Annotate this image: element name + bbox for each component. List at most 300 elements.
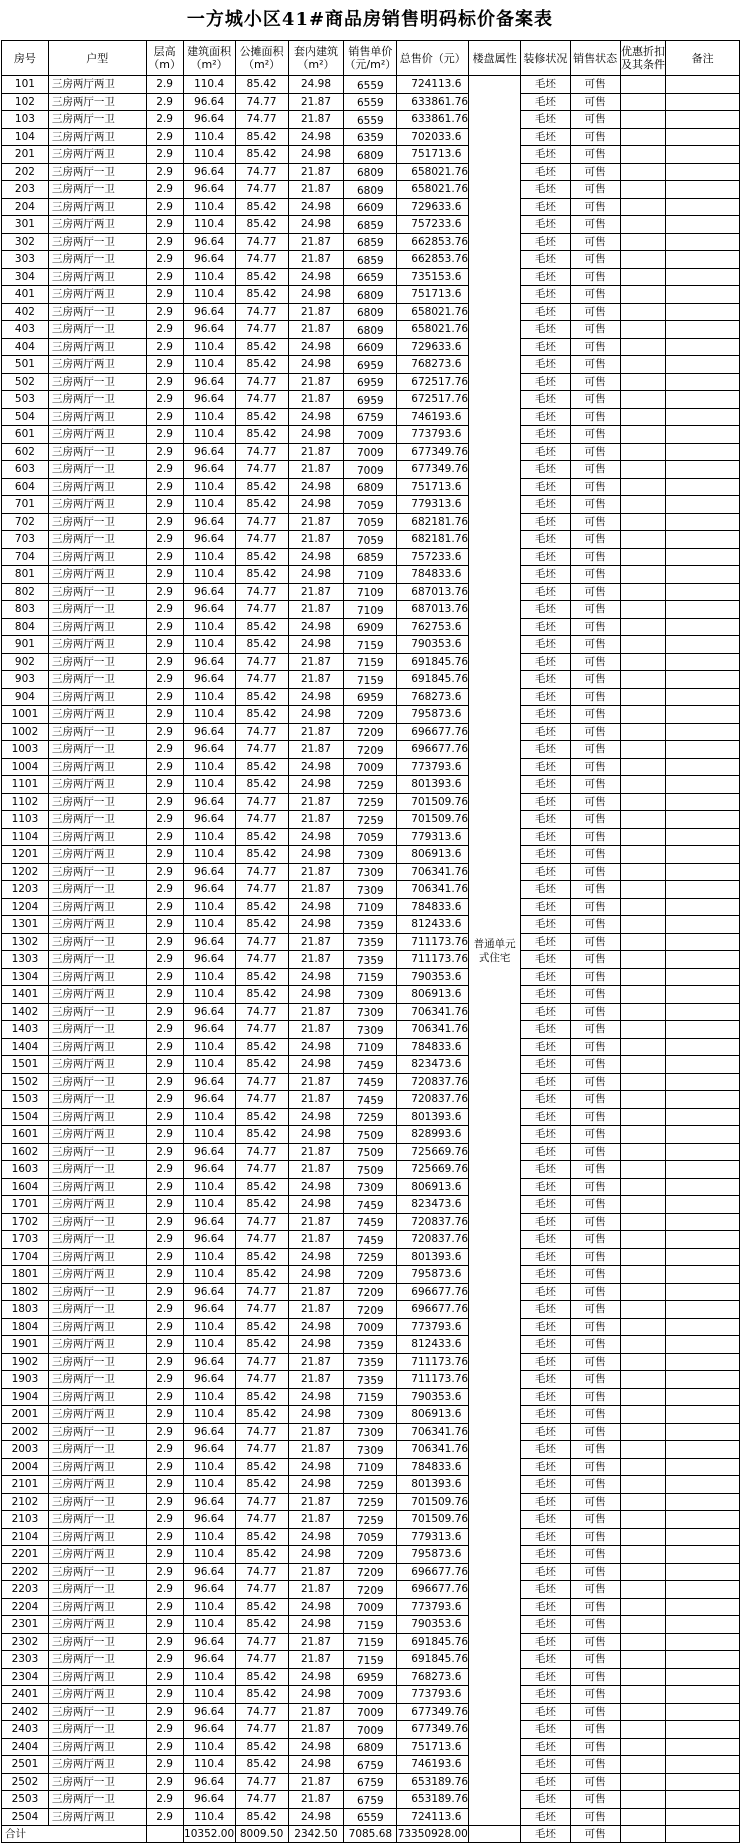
cell-decoration: 毛坯 — [520, 1703, 570, 1721]
cell-discount — [620, 828, 666, 846]
cell-area: 110.4 — [183, 1738, 235, 1756]
cell-unit-price: 6759 — [344, 1756, 397, 1774]
cell-shared: 74.77 — [235, 1423, 288, 1441]
cell-note — [666, 76, 740, 94]
cell-total: 696677.76 — [397, 1581, 469, 1599]
cell-area: 96.64 — [183, 601, 235, 619]
header-shared: 公摊面积（m²） — [235, 41, 288, 76]
cell-total: 672517.76 — [397, 391, 469, 409]
cell-shared: 85.42 — [235, 1178, 288, 1196]
cell-status: 可售 — [570, 1493, 620, 1511]
table-row — [2, 531, 740, 549]
cell-total: 768273.6 — [397, 1668, 469, 1686]
cell-room: 1303 — [2, 951, 49, 969]
cell-room: 1203 — [2, 881, 49, 899]
cell-type: 三房两厅两卫 — [48, 1336, 146, 1354]
cell-type: 三房两厅两卫 — [48, 216, 146, 234]
cell-room: 2501 — [2, 1756, 49, 1774]
cell-status: 可售 — [570, 1808, 620, 1826]
cell-area: 110.4 — [183, 76, 235, 94]
cell-unit-price: 7259 — [344, 1511, 397, 1529]
cell-note — [666, 286, 740, 304]
cell-shared: 85.42 — [235, 356, 288, 374]
cell-shared: 85.42 — [235, 1686, 288, 1704]
cell-shared: 85.42 — [235, 706, 288, 724]
cell-status: 可售 — [570, 251, 620, 269]
cell-shared: 74.77 — [235, 793, 288, 811]
cell-inner: 21.87 — [288, 1161, 344, 1179]
cell-discount — [620, 1021, 666, 1039]
cell-discount — [620, 671, 666, 689]
cell-decoration: 毛坯 — [520, 951, 570, 969]
cell-decoration: 毛坯 — [520, 1598, 570, 1616]
cell-height: 2.9 — [146, 426, 183, 444]
cell-area: 96.64 — [183, 93, 235, 111]
table-row — [2, 76, 740, 94]
cell-type: 三房两厅一卫 — [48, 1651, 146, 1669]
cell-height: 2.9 — [146, 1056, 183, 1074]
cell-height: 2.9 — [146, 583, 183, 601]
cell-decoration: 毛坯 — [520, 1738, 570, 1756]
cell-type: 三房两厅两卫 — [48, 1668, 146, 1686]
cell-note — [666, 513, 740, 531]
cell-shared: 74.77 — [235, 1161, 288, 1179]
cell-type: 三房两厅两卫 — [48, 776, 146, 794]
cell-shared: 74.77 — [235, 1773, 288, 1791]
cell-area: 110.4 — [183, 986, 235, 1004]
cell-shared: 74.77 — [235, 1511, 288, 1529]
cell-height: 2.9 — [146, 531, 183, 549]
cell-room: 802 — [2, 583, 49, 601]
cell-shared: 74.77 — [235, 1231, 288, 1249]
cell-height: 2.9 — [146, 548, 183, 566]
cell-note — [666, 1738, 740, 1756]
cell-discount — [620, 216, 666, 234]
cell-type: 三房两厅一卫 — [48, 741, 146, 759]
cell-height: 2.9 — [146, 1073, 183, 1091]
cell-height: 2.9 — [146, 1458, 183, 1476]
cell-inner: 21.87 — [288, 1091, 344, 1109]
totals-property — [469, 1826, 521, 1843]
cell-total: 724113.6 — [397, 1808, 469, 1826]
cell-discount — [620, 1231, 666, 1249]
cell-total: 677349.76 — [397, 461, 469, 479]
cell-area: 96.64 — [183, 723, 235, 741]
cell-height: 2.9 — [146, 76, 183, 94]
table-row — [2, 93, 740, 111]
cell-unit-price: 7159 — [344, 968, 397, 986]
cell-discount — [620, 566, 666, 584]
table-row — [2, 548, 740, 566]
cell-unit-price: 7009 — [344, 758, 397, 776]
cell-note — [666, 1213, 740, 1231]
cell-shared: 85.42 — [235, 216, 288, 234]
cell-note — [666, 1651, 740, 1669]
cell-area: 110.4 — [183, 1178, 235, 1196]
cell-inner: 24.98 — [288, 1598, 344, 1616]
cell-shared: 85.42 — [235, 1126, 288, 1144]
cell-area: 110.4 — [183, 758, 235, 776]
cell-note — [666, 1126, 740, 1144]
cell-discount — [620, 1598, 666, 1616]
cell-inner: 21.87 — [288, 373, 344, 391]
cell-type: 三房两厅两卫 — [48, 1476, 146, 1494]
cell-inner: 21.87 — [288, 1791, 344, 1809]
cell-decoration: 毛坯 — [520, 548, 570, 566]
cell-note — [666, 408, 740, 426]
cell-total: 725669.76 — [397, 1161, 469, 1179]
cell-status: 可售 — [570, 1773, 620, 1791]
cell-height: 2.9 — [146, 111, 183, 129]
header-decoration: 装修状况 — [520, 41, 570, 76]
cell-height: 2.9 — [146, 1441, 183, 1459]
cell-unit-price: 6609 — [344, 338, 397, 356]
cell-type: 三房两厅一卫 — [48, 793, 146, 811]
cell-room: 1003 — [2, 741, 49, 759]
cell-area: 96.64 — [183, 1651, 235, 1669]
cell-type: 三房两厅一卫 — [48, 1773, 146, 1791]
cell-type: 三房两厅两卫 — [48, 566, 146, 584]
cell-room: 2502 — [2, 1773, 49, 1791]
cell-area: 96.64 — [183, 1301, 235, 1319]
cell-total: 801393.6 — [397, 776, 469, 794]
table-body — [2, 76, 740, 1826]
table-row — [2, 1231, 740, 1249]
cell-status: 可售 — [570, 1738, 620, 1756]
cell-note — [666, 1476, 740, 1494]
cell-total: 691845.76 — [397, 653, 469, 671]
cell-note — [666, 1773, 740, 1791]
cell-area: 96.64 — [183, 1791, 235, 1809]
cell-room: 1004 — [2, 758, 49, 776]
cell-height: 2.9 — [146, 968, 183, 986]
cell-shared: 85.42 — [235, 478, 288, 496]
cell-decoration: 毛坯 — [520, 513, 570, 531]
cell-inner: 21.87 — [288, 1633, 344, 1651]
cell-room: 1803 — [2, 1301, 49, 1319]
cell-discount — [620, 986, 666, 1004]
cell-height: 2.9 — [146, 1563, 183, 1581]
cell-type: 三房两厅两卫 — [48, 618, 146, 636]
cell-room: 1602 — [2, 1143, 49, 1161]
cell-total: 720837.76 — [397, 1213, 469, 1231]
cell-type: 三房两厅一卫 — [48, 583, 146, 601]
cell-note — [666, 1756, 740, 1774]
cell-note — [666, 1703, 740, 1721]
cell-decoration: 毛坯 — [520, 1511, 570, 1529]
cell-shared: 85.42 — [235, 1108, 288, 1126]
cell-note — [666, 653, 740, 671]
cell-unit-price: 7059 — [344, 1528, 397, 1546]
cell-decoration: 毛坯 — [520, 1773, 570, 1791]
cell-status: 可售 — [570, 1091, 620, 1109]
cell-decoration: 毛坯 — [520, 531, 570, 549]
cell-inner: 24.98 — [288, 426, 344, 444]
cell-discount — [620, 776, 666, 794]
cell-area: 110.4 — [183, 356, 235, 374]
cell-discount — [620, 426, 666, 444]
cell-unit-price: 7309 — [344, 1441, 397, 1459]
cell-discount — [620, 1038, 666, 1056]
cell-inner: 21.87 — [288, 321, 344, 339]
cell-decoration: 毛坯 — [520, 1021, 570, 1039]
cell-status: 可售 — [570, 1703, 620, 1721]
cell-height: 2.9 — [146, 1108, 183, 1126]
cell-discount — [620, 1213, 666, 1231]
cell-inner: 24.98 — [288, 636, 344, 654]
cell-room: 501 — [2, 356, 49, 374]
cell-status: 可售 — [570, 653, 620, 671]
cell-inner: 24.98 — [288, 1178, 344, 1196]
table-row — [2, 1196, 740, 1214]
cell-unit-price: 7109 — [344, 1458, 397, 1476]
cell-decoration: 毛坯 — [520, 1318, 570, 1336]
cell-height: 2.9 — [146, 741, 183, 759]
cell-shared: 74.77 — [235, 1493, 288, 1511]
cell-room: 1702 — [2, 1213, 49, 1231]
cell-shared: 74.77 — [235, 1581, 288, 1599]
cell-total: 677349.76 — [397, 443, 469, 461]
cell-inner: 21.87 — [288, 1213, 344, 1231]
cell-total: 790353.6 — [397, 1388, 469, 1406]
cell-height: 2.9 — [146, 1738, 183, 1756]
cell-shared: 74.77 — [235, 653, 288, 671]
table-row — [2, 863, 740, 881]
cell-unit-price: 7109 — [344, 1038, 397, 1056]
cell-discount — [620, 338, 666, 356]
cell-total: 801393.6 — [397, 1108, 469, 1126]
cell-decoration: 毛坯 — [520, 706, 570, 724]
cell-discount — [620, 163, 666, 181]
cell-status: 可售 — [570, 1511, 620, 1529]
cell-status: 可售 — [570, 1178, 620, 1196]
cell-decoration: 毛坯 — [520, 811, 570, 829]
cell-note — [666, 583, 740, 601]
cell-discount — [620, 1686, 666, 1704]
cell-shared: 85.42 — [235, 146, 288, 164]
cell-status: 可售 — [570, 793, 620, 811]
cell-unit-price: 7109 — [344, 583, 397, 601]
cell-type: 三房两厅一卫 — [48, 461, 146, 479]
table-row — [2, 286, 740, 304]
cell-area: 96.64 — [183, 933, 235, 951]
cell-decoration: 毛坯 — [520, 828, 570, 846]
totals-discount — [620, 1826, 666, 1843]
cell-discount — [620, 1808, 666, 1826]
cell-decoration: 毛坯 — [520, 898, 570, 916]
cell-room: 2101 — [2, 1476, 49, 1494]
table-row — [2, 1458, 740, 1476]
cell-type: 三房两厅一卫 — [48, 1371, 146, 1389]
cell-height: 2.9 — [146, 321, 183, 339]
cell-note — [666, 1248, 740, 1266]
cell-inner: 24.98 — [288, 286, 344, 304]
cell-discount — [620, 1161, 666, 1179]
cell-inner: 24.98 — [288, 1196, 344, 1214]
cell-note — [666, 688, 740, 706]
cell-room: 2102 — [2, 1493, 49, 1511]
cell-status: 可售 — [570, 443, 620, 461]
cell-type: 三房两厅两卫 — [48, 898, 146, 916]
cell-type: 三房两厅一卫 — [48, 1021, 146, 1039]
cell-total: 682181.76 — [397, 531, 469, 549]
cell-area: 110.4 — [183, 898, 235, 916]
cell-area: 110.4 — [183, 1038, 235, 1056]
cell-total: 790353.6 — [397, 1616, 469, 1634]
table-row — [2, 968, 740, 986]
cell-type: 三房两厅一卫 — [48, 251, 146, 269]
cell-inner: 21.87 — [288, 251, 344, 269]
cell-shared: 85.42 — [235, 338, 288, 356]
table-row — [2, 1336, 740, 1354]
cell-inner: 24.98 — [288, 478, 344, 496]
cell-type: 三房两厅一卫 — [48, 1423, 146, 1441]
cell-status: 可售 — [570, 723, 620, 741]
cell-status: 可售 — [570, 566, 620, 584]
cell-shared: 85.42 — [235, 1406, 288, 1424]
cell-type: 三房两厅一卫 — [48, 111, 146, 129]
cell-discount — [620, 286, 666, 304]
table-row — [2, 373, 740, 391]
cell-unit-price: 7009 — [344, 443, 397, 461]
cell-total: 762753.6 — [397, 618, 469, 636]
cell-room: 1401 — [2, 986, 49, 1004]
cell-type: 三房两厅一卫 — [48, 1563, 146, 1581]
cell-type: 三房两厅一卫 — [48, 933, 146, 951]
cell-shared: 74.77 — [235, 233, 288, 251]
cell-decoration: 毛坯 — [520, 1336, 570, 1354]
cell-area: 96.64 — [183, 1003, 235, 1021]
cell-decoration: 毛坯 — [520, 1441, 570, 1459]
cell-height: 2.9 — [146, 793, 183, 811]
cell-status: 可售 — [570, 1318, 620, 1336]
cell-room: 2202 — [2, 1563, 49, 1581]
property-cell: 普通单元式住宅 — [469, 76, 521, 1826]
cell-total: 706341.76 — [397, 1021, 469, 1039]
cell-note — [666, 1441, 740, 1459]
cell-type: 三房两厅两卫 — [48, 706, 146, 724]
cell-note — [666, 1056, 740, 1074]
cell-inner: 21.87 — [288, 1563, 344, 1581]
cell-discount — [620, 1721, 666, 1739]
cell-height: 2.9 — [146, 811, 183, 829]
cell-room: 1001 — [2, 706, 49, 724]
cell-room: 703 — [2, 531, 49, 549]
cell-type: 三房两厅一卫 — [48, 1703, 146, 1721]
cell-discount — [620, 1738, 666, 1756]
cell-height: 2.9 — [146, 986, 183, 1004]
cell-unit-price: 6559 — [344, 111, 397, 129]
cell-type: 三房两厅两卫 — [48, 1686, 146, 1704]
cell-type: 三房两厅两卫 — [48, 688, 146, 706]
cell-room: 1103 — [2, 811, 49, 829]
cell-total: 696677.76 — [397, 741, 469, 759]
cell-type: 三房两厅两卫 — [48, 356, 146, 374]
cell-unit-price: 7109 — [344, 566, 397, 584]
cell-shared: 74.77 — [235, 391, 288, 409]
cell-decoration: 毛坯 — [520, 618, 570, 636]
cell-area: 96.64 — [183, 793, 235, 811]
cell-status: 可售 — [570, 426, 620, 444]
cell-total: 751713.6 — [397, 478, 469, 496]
cell-shared: 74.77 — [235, 881, 288, 899]
cell-unit-price: 7309 — [344, 846, 397, 864]
cell-total: 701509.76 — [397, 1511, 469, 1529]
cell-shared: 85.42 — [235, 1668, 288, 1686]
cell-unit-price: 6809 — [344, 181, 397, 199]
cell-discount — [620, 1406, 666, 1424]
cell-unit-price: 7309 — [344, 1021, 397, 1039]
cell-note — [666, 1336, 740, 1354]
cell-room: 1904 — [2, 1388, 49, 1406]
table-row — [2, 1493, 740, 1511]
cell-area: 96.64 — [183, 881, 235, 899]
cell-decoration: 毛坯 — [520, 1248, 570, 1266]
header-status: 销售状态 — [570, 41, 620, 76]
cell-note — [666, 863, 740, 881]
cell-shared: 85.42 — [235, 1248, 288, 1266]
cell-height: 2.9 — [146, 286, 183, 304]
cell-height: 2.9 — [146, 1091, 183, 1109]
cell-height: 2.9 — [146, 618, 183, 636]
cell-discount — [620, 1528, 666, 1546]
cell-inner: 21.87 — [288, 1003, 344, 1021]
cell-area: 110.4 — [183, 1756, 235, 1774]
cell-note — [666, 986, 740, 1004]
cell-height: 2.9 — [146, 758, 183, 776]
cell-inner: 21.87 — [288, 933, 344, 951]
cell-status: 可售 — [570, 741, 620, 759]
cell-shared: 74.77 — [235, 863, 288, 881]
cell-decoration: 毛坯 — [520, 496, 570, 514]
table-row — [2, 391, 740, 409]
cell-shared: 85.42 — [235, 1056, 288, 1074]
cell-decoration: 毛坯 — [520, 198, 570, 216]
cell-room: 603 — [2, 461, 49, 479]
cell-shared: 74.77 — [235, 443, 288, 461]
cell-shared: 74.77 — [235, 1651, 288, 1669]
cell-height: 2.9 — [146, 881, 183, 899]
cell-status: 可售 — [570, 986, 620, 1004]
cell-status: 可售 — [570, 1213, 620, 1231]
cell-discount — [620, 1283, 666, 1301]
cell-shared: 85.42 — [235, 496, 288, 514]
cell-area: 96.64 — [183, 1213, 235, 1231]
cell-total: 696677.76 — [397, 723, 469, 741]
table-row — [2, 321, 740, 339]
cell-note — [666, 531, 740, 549]
table-row — [2, 1178, 740, 1196]
cell-status: 可售 — [570, 1283, 620, 1301]
cell-status: 可售 — [570, 1721, 620, 1739]
cell-status: 可售 — [570, 968, 620, 986]
cell-unit-price: 7259 — [344, 1476, 397, 1494]
cell-total: 812433.6 — [397, 1336, 469, 1354]
cell-inner: 24.98 — [288, 1336, 344, 1354]
cell-height: 2.9 — [146, 1336, 183, 1354]
cell-total: 724113.6 — [397, 76, 469, 94]
cell-discount — [620, 793, 666, 811]
cell-discount — [620, 1458, 666, 1476]
cell-discount — [620, 1756, 666, 1774]
cell-room: 403 — [2, 321, 49, 339]
cell-height: 2.9 — [146, 233, 183, 251]
cell-unit-price: 6809 — [344, 163, 397, 181]
cell-room: 304 — [2, 268, 49, 286]
cell-room: 401 — [2, 286, 49, 304]
cell-area: 110.4 — [183, 1108, 235, 1126]
cell-discount — [620, 443, 666, 461]
